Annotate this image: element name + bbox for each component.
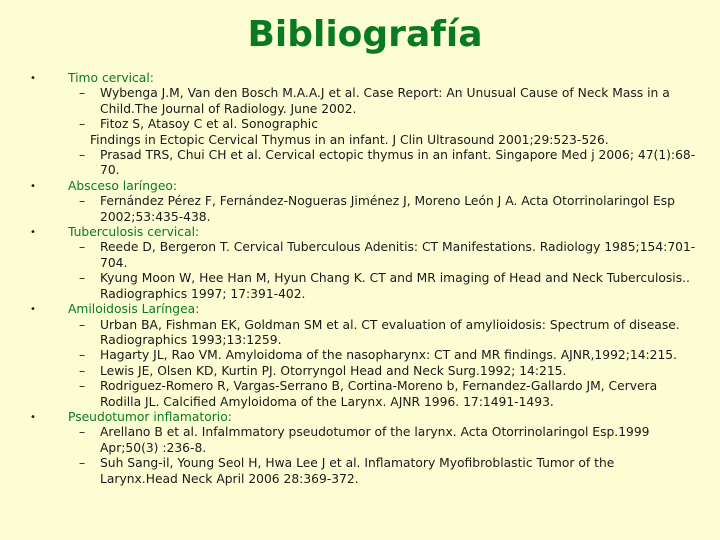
reference-text: Reede D, Bergeron T. Cervical Tuberculous Adenitis: CT Manifestations. Radiology 1985;154:701-704.: [100, 240, 696, 270]
section-heading: Absceso laríngeo:: [68, 178, 178, 193]
reference-item: [26, 364, 696, 379]
bullet-icon: •: [30, 304, 36, 316]
section-heading: Pseudotumor inflamatorio:: [68, 409, 232, 424]
section-heading: Timo cervical:: [68, 71, 154, 85]
reference-item: [26, 117, 696, 132]
dash-icon: –: [79, 240, 86, 255]
dash-icon: –: [79, 363, 86, 378]
dash-icon: –: [79, 425, 86, 440]
reference-text: Fernández Pérez F, Fernández-Nogueras Jiménez J, Moreno León J A. Acta Otorrinolaringol Esp 2002;53:435-438.: [100, 194, 675, 224]
section-heading: Amiloidosis Laríngea:: [68, 302, 200, 317]
reference-text: Wybenga J.M, Van den Bosch M.A.A.J et al. Case Report: An Unusual Cause of Neck Mass in a Child.The Journal of Radiology. June 2002.: [100, 86, 670, 116]
bullet-icon: •: [30, 411, 36, 423]
bullet-icon: •: [30, 73, 36, 84]
reference-text: Fitoz S, Atasoy C et al. Sonographic: [100, 117, 318, 132]
reference-text: Rodriguez-Romero R, Vargas-Serrano B, Cortina-Moreno b, Fernandez-Gallardo JM, Cervera Rodilla JL. Calcified Amyloidoma of the Larynx. AJNR 1996. 17:1491-1493.: [100, 379, 658, 409]
reference-text: Kyung Moon W, Hee Han M, Hyun Chang K. CT and MR imaging of Head and Neck Tuberculosis.. Radiographics 1997; 17:391-402.: [100, 271, 690, 301]
dash-icon: –: [79, 317, 86, 332]
reference-item: [26, 240, 696, 271]
dash-icon: –: [79, 379, 86, 394]
dash-icon: –: [79, 86, 86, 101]
section-heading: Tuberculosis cervical:: [68, 225, 200, 240]
reference-item: [26, 425, 696, 456]
dash-icon: –: [79, 348, 86, 363]
reference-item: [26, 86, 696, 117]
reference-item: [26, 271, 696, 302]
reference-text: Prasad TRS, Chui CH et al. Cervical ectopic thymus in an infant. Singapore Med j 2006; 47(1):68-70.: [100, 148, 696, 178]
dash-icon: –: [79, 117, 86, 132]
section-absceso-laringeo: [26, 179, 696, 194]
dash-icon: –: [79, 148, 86, 163]
dash-icon: –: [79, 271, 86, 286]
bullet-icon: •: [30, 227, 36, 239]
reference-item: [26, 348, 696, 363]
reference-item: [26, 194, 696, 225]
bibliography-list: [26, 71, 696, 487]
reference-text: Lewis JE, Olsen KD, Kurtin PJ. Otorryngol Head and Neck Surg.1992; 14:215.: [100, 363, 567, 378]
dash-icon: –: [79, 456, 86, 471]
bullet-icon: •: [30, 180, 36, 192]
reference-item: [26, 148, 696, 179]
page-title: Bibliografía: [247, 14, 483, 55]
reference-item: [26, 379, 696, 410]
reference-item: [26, 456, 696, 487]
reference-text: Findings in Ectopic Cervical Thymus in an infant. J Clin Ultrasound 2001;29:523-526.: [90, 132, 609, 147]
reference-text: Suh Sang-il, Young Seol H, Hwa Lee J et al. Inflamatory Myofibroblastic Tumor of the Larynx.Head Neck April 2006 28:369-372.: [100, 456, 615, 486]
reference-item: [26, 133, 696, 148]
section-timo-cervical: [26, 71, 696, 86]
dash-icon: –: [79, 194, 86, 209]
reference-text: Arellano B et al. Infalmmatory pseudotumor of the larynx. Acta Otorrinolaringol Esp.1999 Apr;50(3) :236-8.: [100, 425, 650, 455]
reference-item: [26, 318, 696, 349]
reference-text: Hagarty JL, Rao VM. Amyloidoma of the nasopharynx: CT and MR findings. AJNR,1992;14:215.: [100, 348, 678, 363]
section-amiloidosis-laringea: [26, 302, 696, 317]
section-tuberculosis-cervical: [26, 225, 696, 240]
section-pseudotumor-inflamatorio: [26, 410, 696, 425]
reference-text: Urban BA, Fishman EK, Goldman SM et al. CT evaluation of amylioidosis: Spectrum of disease. Radiographics 1993;13:1259.: [100, 317, 680, 347]
